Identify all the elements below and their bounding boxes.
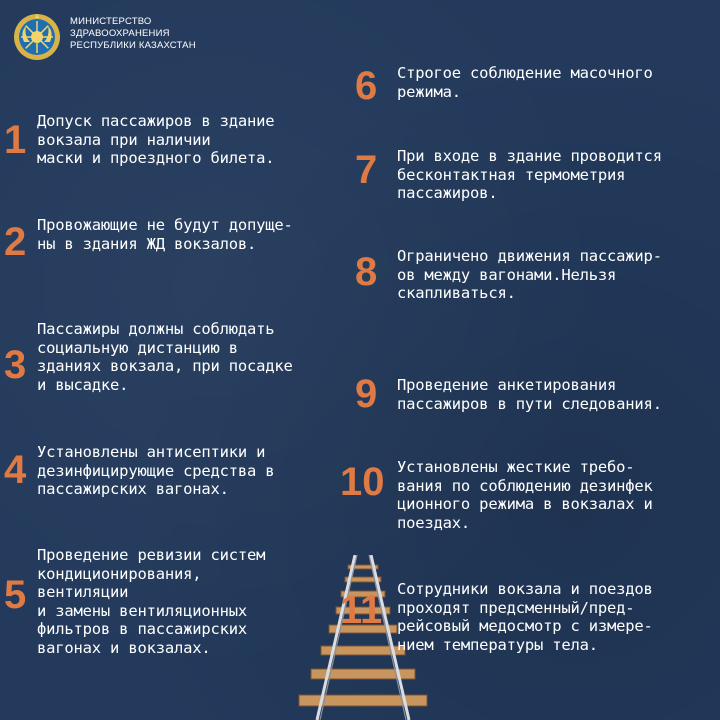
rule-text-6: Строгое соблюдение масочного режима.: [397, 64, 653, 101]
rule-number-9: 9: [355, 372, 378, 416]
ministry-line-1: МИНИСТЕРСТВО: [70, 16, 152, 27]
rule-number-7: 7: [355, 148, 378, 192]
rule-text-11: Сотрудники вокзала и поездов проходят предсменный/пред- рейсовый медосмотр с измере- нием температуры тела.: [397, 580, 653, 654]
header: [12, 12, 196, 62]
ministry-name: [70, 16, 196, 52]
rule-text-9: Проведение анкетирования пассажиров в пути следования.: [397, 376, 662, 413]
rule-text-4: Установлены антисептики и дезинфицирующие средства в пассажирских вагонах.: [37, 443, 275, 498]
rule-text-7: При входе в здание проводится бесконтактная термометрия пассажиров.: [397, 147, 662, 202]
rule-number-10: 10: [340, 460, 385, 504]
ministry-line-2: ЗДРАВООХРАНЕНИЯ: [70, 28, 170, 39]
ministry-line-3: РЕСПУБЛИКИ КАЗАХСТАН: [70, 40, 196, 51]
rule-number-2: 2: [4, 220, 27, 264]
rule-text-1: Допуск пассажиров в здание вокзала при наличии маски и проездного билета.: [37, 112, 275, 167]
rule-number-5: 5: [4, 573, 27, 617]
rule-text-3: Пассажиры должны соблюдать социальную дистанцию в зданиях вокзала, при посадке и высадке.: [37, 320, 293, 394]
rule-text-5: Проведение ревизии систем кондиционирования, вентиляции и замены вентиляционных фильтров в пассажирских вагонах и вокзалах.: [37, 546, 266, 657]
kazakhstan-state-emblem-icon: [12, 12, 62, 62]
rule-number-6: 6: [355, 64, 378, 108]
rule-number-3: 3: [4, 343, 27, 387]
rule-text-8: Ограничено движения пассажир- ов между вагонами.Нельзя скапливаться.: [397, 247, 662, 302]
rule-number-1: 1: [4, 118, 27, 162]
rule-number-8: 8: [355, 250, 378, 294]
rule-text-2: Провожающие не будут допуще- ны в здания ЖД вокзалов.: [37, 216, 293, 253]
rule-text-10: Установлены жесткие требо- вания по соблюдению дезинфек ционного режима в вокзалах и поездах.: [397, 458, 653, 532]
rule-number-4: 4: [4, 448, 27, 492]
rule-number-11: 11: [340, 588, 383, 632]
